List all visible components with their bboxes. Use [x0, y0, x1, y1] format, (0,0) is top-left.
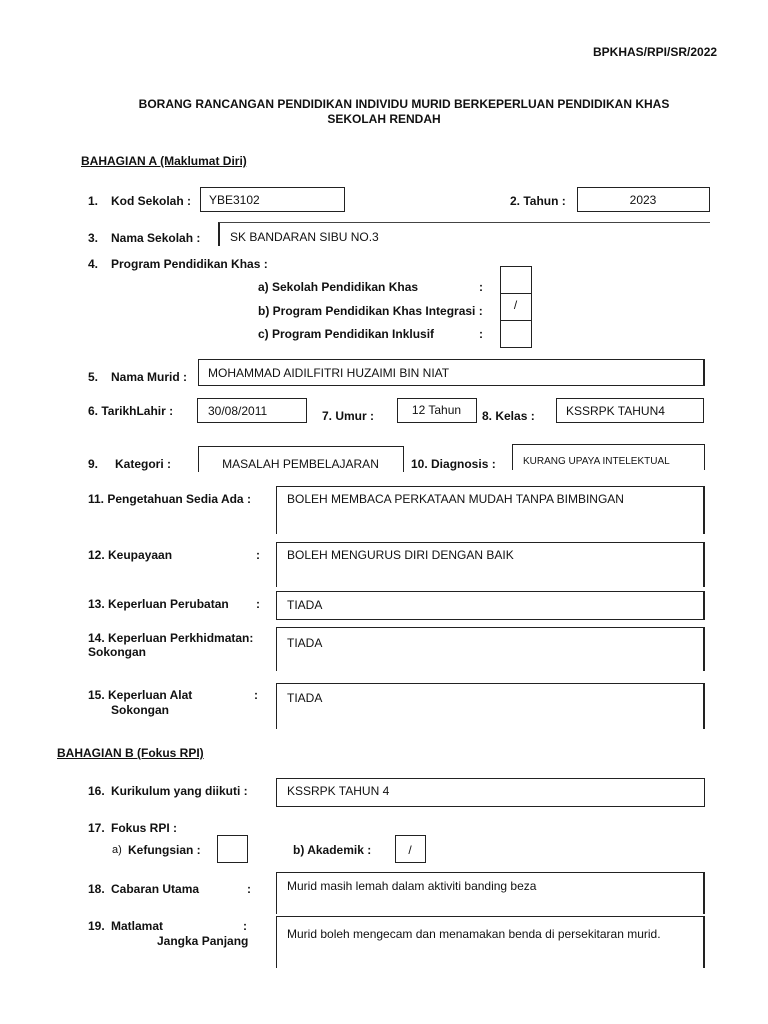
kod-sekolah-field[interactable]: [200, 187, 345, 212]
kod-sekolah-value: YBE3102: [209, 193, 260, 207]
nama-murid-label: Nama Murid :: [111, 370, 188, 384]
cabaran-colon: :: [247, 882, 251, 896]
perkhidmatan-field[interactable]: [276, 627, 705, 671]
section-b-heading: BAHAGIAN B (Fokus RPI): [57, 746, 204, 760]
kod-sekolah-num: 1.: [88, 194, 99, 208]
alat-label-line2: Sokongan: [111, 703, 170, 717]
perkhidmatan-value: TIADA: [287, 636, 323, 650]
program-option-c-checkbox[interactable]: [500, 320, 532, 348]
tarikh-lahir-value: 30/08/2011: [208, 404, 268, 418]
matlamat-value: Murid boleh mengecam dan menamakan benda di persekitaran murid.: [287, 927, 661, 941]
fokus-label: Fokus RPI :: [111, 821, 178, 835]
tarikh-lahir-field[interactable]: [197, 398, 307, 423]
program-option-b-label: b) Program Pendidikan Khas Integrasi :: [258, 304, 483, 318]
perubatan-label: 13. Keperluan Perubatan: [88, 597, 229, 611]
pengetahuan-field[interactable]: [276, 486, 705, 534]
perubatan-colon: :: [256, 597, 260, 611]
diagnosis-value: KURANG UPAYA INTELEKTUAL: [523, 456, 670, 467]
program-option-a-checkbox[interactable]: [500, 266, 532, 294]
kategori-label: Kategori :: [115, 457, 172, 471]
perubatan-value: TIADA: [287, 598, 323, 612]
kelas-field[interactable]: [556, 398, 704, 423]
kelas-value: KSSRPK TAHUN4: [566, 404, 665, 418]
cabaran-label: Cabaran Utama: [111, 882, 200, 896]
kefungsian-label: Kefungsian :: [128, 843, 201, 857]
matlamat-num: 19.: [88, 919, 105, 933]
umur-field[interactable]: [397, 398, 477, 423]
akademik-label: b) Akademik :: [293, 843, 372, 857]
cabaran-num: 18.: [88, 882, 105, 896]
perkhidmatan-label-line1: 14. Keperluan Perkhidmatan:: [88, 631, 254, 645]
form-code: BPKHAS/RPI/SR/2022: [593, 45, 718, 59]
keupayaan-colon: :: [256, 548, 260, 562]
perubatan-field[interactable]: [276, 591, 705, 620]
alat-field[interactable]: [276, 683, 705, 729]
nama-murid-field[interactable]: [198, 359, 705, 386]
tahun-field[interactable]: [577, 187, 710, 212]
program-label: Program Pendidikan Khas :: [111, 257, 268, 271]
section-a-heading: BAHAGIAN A (Maklumat Diri): [81, 154, 247, 168]
alat-value: TIADA: [287, 691, 323, 705]
diagnosis-label: 10. Diagnosis :: [411, 457, 496, 471]
perkhidmatan-label-line2: Sokongan: [88, 645, 147, 659]
kefungsian-prefix: a): [112, 844, 122, 856]
fokus-num: 17.: [88, 821, 105, 835]
diagnosis-field[interactable]: [512, 444, 705, 470]
nama-sekolah-value: SK BANDARAN SIBU NO.3: [230, 230, 379, 244]
kurikulum-value: KSSRPK TAHUN 4: [287, 784, 390, 798]
matlamat-label-line1: Matlamat: [111, 919, 164, 933]
umur-value: 12 Tahun: [411, 403, 462, 417]
kelas-label: 8. Kelas :: [482, 409, 535, 423]
kategori-field[interactable]: [198, 446, 404, 472]
kurikulum-field[interactable]: [276, 778, 705, 807]
program-option-a-label: a) Sekolah Pendidikan Khas: [258, 280, 419, 294]
tarikh-lahir-label: 6. TarikhLahir :: [88, 404, 174, 418]
keupayaan-field[interactable]: [276, 542, 705, 587]
tahun-value: 2023: [629, 193, 657, 207]
program-option-c-label: c) Program Pendidikan Inklusif: [258, 327, 435, 341]
program-num: 4.: [88, 257, 99, 271]
keupayaan-label: 12. Keupayaan: [88, 548, 173, 562]
kurikulum-num: 16.: [88, 784, 105, 798]
nama-murid-value: MOHAMMAD AIDILFITRI HUZAIMI BIN NIAT: [208, 366, 450, 380]
kategori-num: 9.: [88, 457, 99, 471]
alat-label-line1: 15. Keperluan Alat: [88, 688, 193, 702]
program-option-b-mark: /: [513, 298, 518, 312]
matlamat-field[interactable]: [276, 916, 705, 968]
kategori-value: MASALAH PEMBELAJARAN: [222, 457, 379, 471]
form-title-line2: SEKOLAH RENDAH: [327, 112, 441, 126]
nama-sekolah-field[interactable]: [218, 222, 710, 246]
keupayaan-value: BOLEH MENGURUS DIRI DENGAN BAIK: [287, 548, 514, 562]
kefungsian-checkbox[interactable]: [217, 835, 248, 863]
program-option-c-colon: :: [479, 327, 483, 341]
alat-colon: :: [254, 688, 258, 702]
nama-sekolah-label: Nama Sekolah :: [111, 231, 201, 245]
akademik-checkbox[interactable]: [395, 835, 426, 863]
matlamat-colon: :: [243, 919, 247, 933]
akademik-mark: /: [408, 843, 412, 857]
nama-murid-num: 5.: [88, 370, 99, 384]
pengetahuan-value: BOLEH MEMBACA PERKATAAN MUDAH TANPA BIMBINGAN: [287, 492, 624, 506]
pengetahuan-label: 11. Pengetahuan Sedia Ada :: [88, 492, 251, 506]
form-title-line1: BORANG RANCANGAN PENDIDIKAN INDIVIDU MURID BERKEPERLUAN PENDIDIKAN KHAS: [138, 97, 670, 111]
kurikulum-label: Kurikulum yang diikuti :: [111, 784, 248, 798]
nama-sekolah-num: 3.: [88, 231, 99, 245]
program-option-b-checkbox[interactable]: [500, 293, 532, 321]
kod-sekolah-label: Kod Sekolah :: [111, 194, 192, 208]
cabaran-field[interactable]: [276, 872, 705, 914]
program-option-a-colon: :: [479, 280, 483, 294]
cabaran-value: Murid masih lemah dalam aktiviti banding beza: [287, 879, 537, 893]
matlamat-label-line2: Jangka Panjang: [157, 934, 249, 948]
umur-label: 7. Umur :: [322, 409, 375, 423]
tahun-label: 2. Tahun :: [510, 194, 566, 208]
